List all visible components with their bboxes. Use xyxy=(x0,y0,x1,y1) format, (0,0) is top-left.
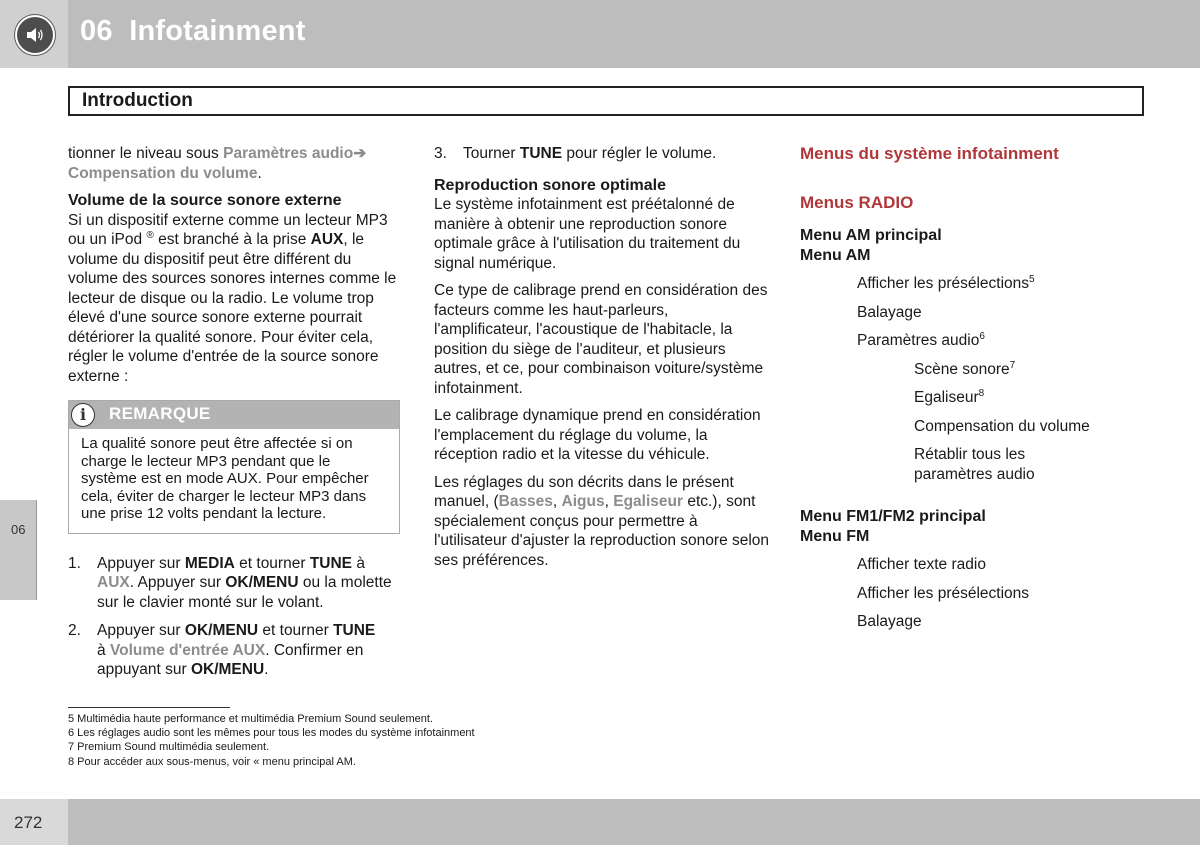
step-number: 3. xyxy=(434,145,447,162)
note-header xyxy=(69,401,399,429)
intro-text: tionner le niveau sous xyxy=(68,145,224,162)
fm-heading: Menu FM1/FM2 principal xyxy=(800,508,986,525)
list-item xyxy=(800,417,1130,437)
arrow-icon: ➔ xyxy=(353,145,367,162)
menu-item-label: Afficher texte radio xyxy=(857,556,986,573)
repro-paragraph-2: Ce type de calibrage prend en considération des facteurs comme les haut-parleurs, l'amplificateur, l'acoustique de l'habitacle, la position du siège de l'auditeur, et plusieurs autres, et ce, pour combinaison voiture/système infotainment. xyxy=(434,282,768,397)
chapter-icon-box xyxy=(0,0,68,68)
kw-ok-menu: OK/MENU xyxy=(225,574,299,591)
step-text: ou la molette sur le clavier monté sur le volant. xyxy=(97,574,392,611)
kw-egaliseur: Egaliseur xyxy=(613,493,684,510)
intro-end: . xyxy=(257,164,262,182)
step-text: Appuyer sur xyxy=(97,554,185,572)
note-box xyxy=(68,400,400,534)
ext-text-1: Si un dispositif externe comme un lecteur MP3 ou un iPod xyxy=(68,211,388,248)
footnote: 6 Les réglages audio sont les mêmes pour tous les modes du système infotainment xyxy=(68,727,475,740)
menu-item-label: Balayage xyxy=(857,613,922,630)
list-item xyxy=(68,621,400,680)
repro-text: Les réglages du son décrits dans le présent manuel, ( xyxy=(434,473,734,510)
intro-paragraph xyxy=(68,144,400,183)
repro-paragraph-4 xyxy=(434,473,770,571)
section-title: Introduction xyxy=(68,86,1144,116)
page-number: 272 xyxy=(14,813,43,832)
list-item xyxy=(68,554,400,613)
kw-ok-menu: OK/MENU xyxy=(190,661,265,678)
step-text: pour régler le volume. xyxy=(562,145,717,162)
menu-item-label: Afficher les présélections xyxy=(857,584,1030,602)
step-text: et tourner xyxy=(234,554,310,572)
step-text: Tourner xyxy=(463,145,520,162)
footnotes xyxy=(68,712,475,769)
column-2 xyxy=(434,144,770,578)
registered-mark: ® xyxy=(146,229,154,241)
kw-aigus: Aigus xyxy=(561,493,605,510)
menu-item-label: Balayage xyxy=(857,303,922,321)
radio-title: Menus RADIO xyxy=(800,192,914,212)
chapter-number: 06 xyxy=(80,15,113,47)
intro-link-compensation: Compensation du volume xyxy=(68,164,258,182)
footer-bar xyxy=(0,799,1200,845)
ext-text-3: , le volume du dispositif peut être différent du volume des sources sonores internes comme le lecteur de disque ou la radio. Le volume trop élevé d'une source sonore externe pourrait détériorer la qualité sonore. Pour éviter cela, régler le volume d'entrée de la source sonore externe : xyxy=(68,231,397,385)
list-item xyxy=(800,274,1130,294)
fm-sub: Menu FM xyxy=(800,527,870,545)
menus-title: Menus du système infotainment xyxy=(800,144,1059,163)
ext-text-2: est branché à la prise xyxy=(153,231,311,248)
step-text: . xyxy=(264,661,269,678)
kw-tune: TUNE xyxy=(519,145,563,162)
footnote-divider xyxy=(68,707,230,708)
step-text: . Confirmer en appuyant sur xyxy=(97,641,364,678)
steps-list xyxy=(68,554,400,680)
step-text: . Appuyer sur xyxy=(129,574,226,591)
kw-basses: Basses xyxy=(498,493,553,510)
menu-item-label: Compensation du volume xyxy=(914,417,1090,435)
footnote: 7 Premium Sound multimédia seulement. xyxy=(68,741,270,754)
list-item xyxy=(800,331,1130,351)
list-item xyxy=(800,612,1130,632)
column-3 xyxy=(800,144,1130,632)
column-1 xyxy=(68,144,400,689)
step-text: et tourner xyxy=(258,622,334,639)
menu-item-label: Egaliseur xyxy=(914,389,979,406)
step-number: 1. xyxy=(68,554,81,572)
list-item xyxy=(800,555,1130,575)
steps-list-cont xyxy=(434,144,770,164)
list-item xyxy=(800,303,1130,323)
chapter-title xyxy=(80,15,306,48)
step-number: 2. xyxy=(68,622,81,639)
note-title: REMARQUE xyxy=(109,404,211,423)
list-item xyxy=(800,388,1130,408)
footnote-ref: 6 xyxy=(979,330,985,342)
kw-media: MEDIA xyxy=(184,554,235,572)
chapter-side-tab xyxy=(0,500,37,600)
footnote: 8 Pour accéder aux sous-menus, voir « menu principal AM. xyxy=(68,755,356,768)
list-item xyxy=(800,360,1130,380)
menu-item-label: Scène sonore xyxy=(914,360,1010,378)
note-body: La qualité sonore peut être affectée si on charge le lecteur MP3 pendant que le système est en mode AUX. Pour empêcher cela, éviter de charger le lecteur MP3 dans une prise 12 volts pendant la lecture. xyxy=(81,435,369,522)
menu-item-label: Rétablir tous les paramètres audio xyxy=(914,446,1035,483)
am-heading: Menu AM principal xyxy=(800,227,942,244)
footnote: 5 Multimédia haute performance et multimédia Premium Sound seulement. xyxy=(68,713,434,725)
step-text: à xyxy=(97,641,110,659)
kw-aux: AUX xyxy=(97,574,130,591)
kw-tune: TUNE xyxy=(309,554,353,572)
repro-paragraph-3: Le calibrage dynamique prend en considération l'emplacement du réglage du volume, la réception radio et la vitesse du véhicule. xyxy=(434,407,761,463)
footnote-ref: 8 xyxy=(978,387,985,399)
kw-ok-menu: OK/MENU xyxy=(184,622,259,639)
step-text: à xyxy=(352,554,365,572)
repro-paragraph-1: Le système infotainment est préétalonné de manière à obtenir une reproduction sonore optimale grâce à l'utilisation du traitement du signal numérique. xyxy=(434,196,741,272)
chapter-name: Infotainment xyxy=(129,15,306,47)
ext-aux: AUX xyxy=(310,231,344,248)
repro-text: etc.), sont spécialement conçus pour permettre à l'utilisateur d'ajuster la reproduction sonore selon ses préférences. xyxy=(434,493,770,569)
am-sub: Menu AM xyxy=(800,246,871,264)
separator: , xyxy=(552,493,562,510)
repro-heading: Reproduction sonore optimale xyxy=(434,176,667,194)
list-item xyxy=(800,445,1084,484)
list-item xyxy=(800,584,1130,604)
menu-item-label: Afficher les présélections xyxy=(857,275,1030,292)
step-text: Appuyer sur xyxy=(97,622,185,639)
kw-tune: TUNE xyxy=(333,622,376,639)
list-item xyxy=(434,144,770,164)
kw-volume-aux: Volume d'entrée AUX xyxy=(109,641,266,659)
ext-paragraph xyxy=(68,211,400,387)
footnote-ref: 7 xyxy=(1009,359,1016,371)
separator: , xyxy=(604,493,614,510)
menu-item-label: Paramètres audio xyxy=(857,332,980,349)
intro-link-audio: Paramètres audio xyxy=(223,145,354,162)
footnote-ref: 5 xyxy=(1029,273,1035,285)
ext-heading: Volume de la source sonore externe xyxy=(68,192,342,209)
speaker-icon xyxy=(15,15,55,55)
info-icon: i xyxy=(71,403,95,427)
side-tab-label: 06 xyxy=(11,522,26,537)
